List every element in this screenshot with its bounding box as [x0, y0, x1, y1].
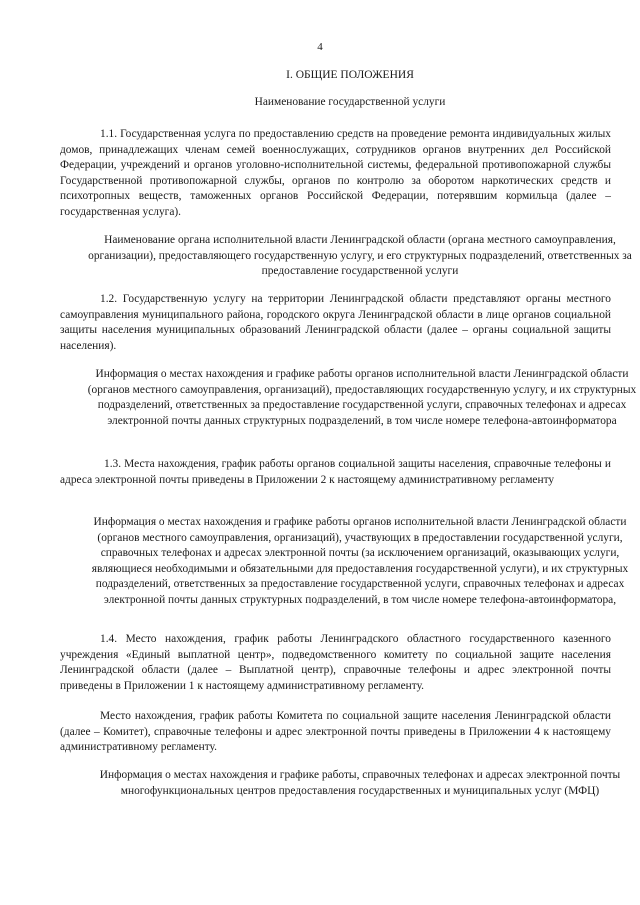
paragraph-1-3: 1.3. Места нахождения, график работы органов социальной защиты населения, справочные телефоны и адреса электронной почты приведены в Приложении 2 к настоящему административному регламенту — [60, 458, 611, 486]
page-number: 4 — [317, 41, 323, 53]
authority-heading: Наименование органа исполнительной власти Ленинградской области (органа местного самоуправления, организации), предоставляющего государственную услугу, и его структурных подразделений, ответственных за предоставление государственной услуги — [88, 234, 632, 278]
paragraph-1-2: 1.2. Государственную услугу на территории Ленинградской области представляют органы местного самоуправления муниципального района, городского округа Ленинградской области в лице органов социальной защиты населения муниципальных образований Ленинградской области (далее – органы социальной защиты населения). — [60, 293, 611, 352]
paragraph-committee: Место нахождения, график работы Комитета по социальной защите населения Ленинградской области (далее – Комитет), справочные телефоны и адрес электронной почты приведены в Приложении 4 к настоящему административному регламенту. — [60, 710, 611, 754]
info-heading-authorities: Информация о местах нахождения и графике работы органов исполнительной власти Ленинградской области (органов местного самоуправления, организаций), предоставляющих государственную услугу, и их структурных подразделений, ответственных за предоставление государственной услуги, справочных телефонах и адресах электронной почты данных структурных подразделений, в том числе номере телефона-автоинформатора — [87, 368, 637, 427]
info-heading-mfc: Информация о местах нахождения и графике работы, справочных телефонах и адресах электронной почты многофункциональных центров предоставления государственных и муниципальных услуг (МФЦ) — [99, 769, 621, 797]
paragraph-1-4: 1.4. Место нахождения, график работы Ленинградского областного государственного казенного учреждения «Единый выплатной центр», подведомственного комитету по социальной защите населения Ленинградской области (далее – Выплатной центр), справочные телефоны и адрес электронной почты приведены в Приложении 1 к настоящему административному регламенту. — [60, 633, 611, 692]
info-heading-participants: Информация о местах нахождения и графике работы органов исполнительной власти Ленинградской области (органов местного самоуправления, организаций), участвующих в предоставлении государственной услуги, справочных телефонах и адресах электронной почты (за исключением организаций, оказывающих услуги, являющиеся необходимыми и обязательными для предоставления государственной услуги), и их структурных подразделений, ответственных за предоставление государственной услуги, справочных телефонах и адресах электронной почты данных структурных подразделений, в том числе номере телефона-автоинформатора, — [91, 516, 629, 606]
paragraph-1-1: 1.1. Государственная услуга по предоставлению средств на проведение ремонта индивидуальных жилых домов, принадлежащих членам семей военнослужащих, сотрудников органов внутренних дел Российской Федерации, учреждений и органов уголовно-исполнительной системы, федеральной противопожарной службы Государственной противопожарной службы, органов по контролю за оборотом наркотических средств и психотропных веществ, таможенных органов Российской Федерации, потерявшим кормильца (далее – государственная услуга). — [60, 128, 611, 218]
section-title: I. ОБЩИЕ ПОЛОЖЕНИЯ — [286, 69, 414, 81]
service-name-heading: Наименование государственной услуги — [254, 96, 446, 108]
